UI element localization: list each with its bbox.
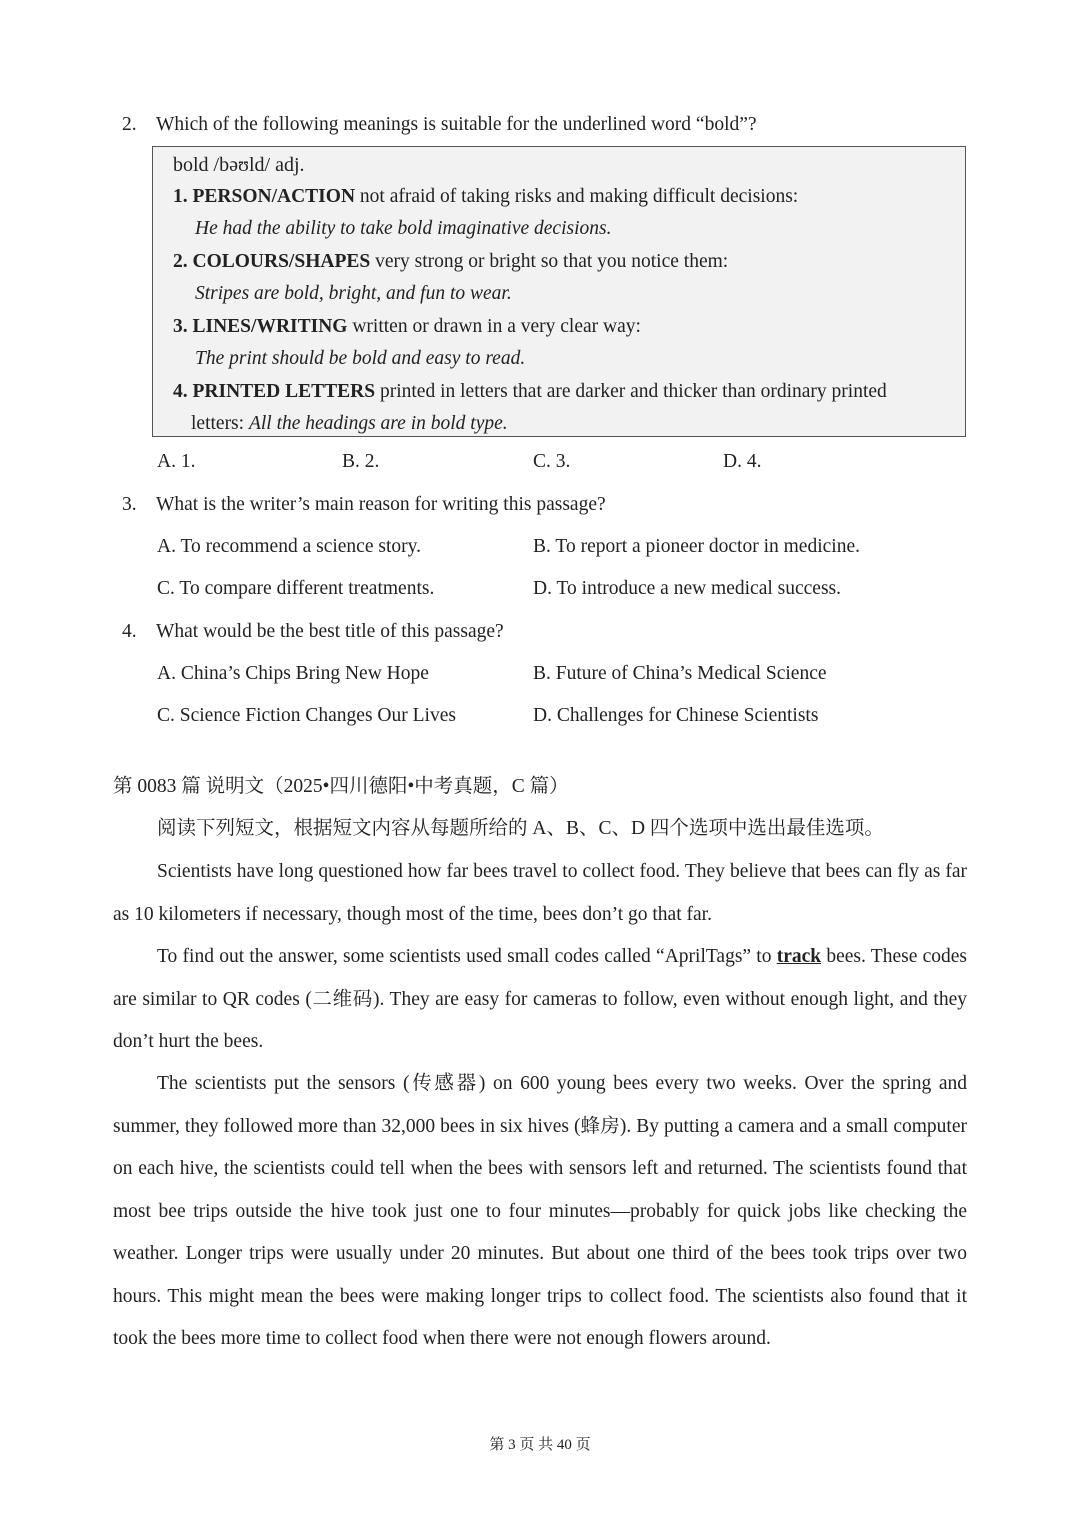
q2-option-a[interactable]: A. 1. <box>157 451 196 472</box>
sense-4-cont: letters: All the headings are in bold type. <box>191 413 508 434</box>
q2-option-b[interactable]: B. 2. <box>342 451 380 472</box>
sense-3: 3. LINES/WRITING written or drawn in a very clear way: <box>173 316 641 337</box>
question-2-stem: 2. Which of the following meanings is suitable for the underlined word “bold”? <box>122 114 757 135</box>
sense-1-example: He had the ability to take bold imaginative decisions. <box>195 218 612 239</box>
sense-3-example: The print should be bold and easy to read. <box>195 348 526 369</box>
sense-2: 2. COLOURS/SHAPES very strong or bright so that you notice them: <box>173 251 729 272</box>
q4-option-b[interactable]: B. Future of China’s Medical Science <box>533 663 827 684</box>
section-header: 第 0083 篇 说明文（2025•四川德阳•中考真题，C 篇） <box>113 776 569 797</box>
sense-4: 4. PRINTED LETTERS printed in letters that are darker and thicker than ordinary printed <box>173 381 887 402</box>
q4-option-a[interactable]: A. China’s Chips Bring New Hope <box>157 663 429 684</box>
question-3-stem: 3. What is the writer’s main reason for writing this passage? <box>122 494 606 515</box>
passage-paragraph-1: Scientists have long questioned how far bees travel to collect food. They believe that bees can fly as far as 10 kilometers if necessary, though most of the time, bees don’t go that far. <box>113 861 967 925</box>
section-instruction: 阅读下列短文，根据短文内容从每题所给的 A、B、C、D 四个选项中选出最佳选项。 <box>157 818 884 839</box>
passage-paragraph-2: To find out the answer, some scientists used small codes called “AprilTags” to track bees. These codes are similar to QR codes (二维码). They are easy for cameras to follow, even without enough light, and they don’t hurt the bees. <box>113 946 967 1052</box>
page-number: 第 3 页 共 40 页 <box>489 1437 591 1453</box>
passage-paragraph-3: The scientists put the sensors (传感器) on 600 young bees every two weeks. Over the spring and summer, they followed more than 32,000 bees in six hives (蜂房). By putting a camera and a small computer on each hive, the scientists could tell when the bees with sensors left and returned. The scientists found that most bee trips outside the hive took just one to four minutes—probably for quick jobs like checking the weather. Longer trips were usually under 20 minutes. But about one third of the bees took trips over two hours. This might mean the bees were making longer trips to collect food. The scientists also found that it took the bees more time to collect food when there were not enough flowers around. <box>113 1073 967 1349</box>
question-4-stem: 4. What would be the best title of this passage? <box>122 621 504 642</box>
q3-option-d[interactable]: D. To introduce a new medical success. <box>533 578 842 599</box>
q2-option-c[interactable]: C. 3. <box>533 451 571 472</box>
sense-1: 1. PERSON/ACTION not afraid of taking risks and making difficult decisions: <box>173 186 799 207</box>
dictionary-entry-box <box>152 146 966 437</box>
q3-option-a[interactable]: A. To recommend a science story. <box>157 536 421 557</box>
q3-option-b[interactable]: B. To report a pioneer doctor in medicine. <box>533 536 860 557</box>
underlined-word-track: track <box>776 946 822 967</box>
q2-option-d[interactable]: D. 4. <box>723 451 762 472</box>
q4-option-c[interactable]: C. Science Fiction Changes Our Lives <box>157 705 456 726</box>
dictionary-headword: bold /bəʊld/ adj. <box>173 154 305 176</box>
q4-option-d[interactable]: D. Challenges for Chinese Scientists <box>533 705 819 726</box>
sense-2-example: Stripes are bold, bright, and fun to wear. <box>195 283 512 304</box>
q3-option-c[interactable]: C. To compare different treatments. <box>157 578 435 599</box>
